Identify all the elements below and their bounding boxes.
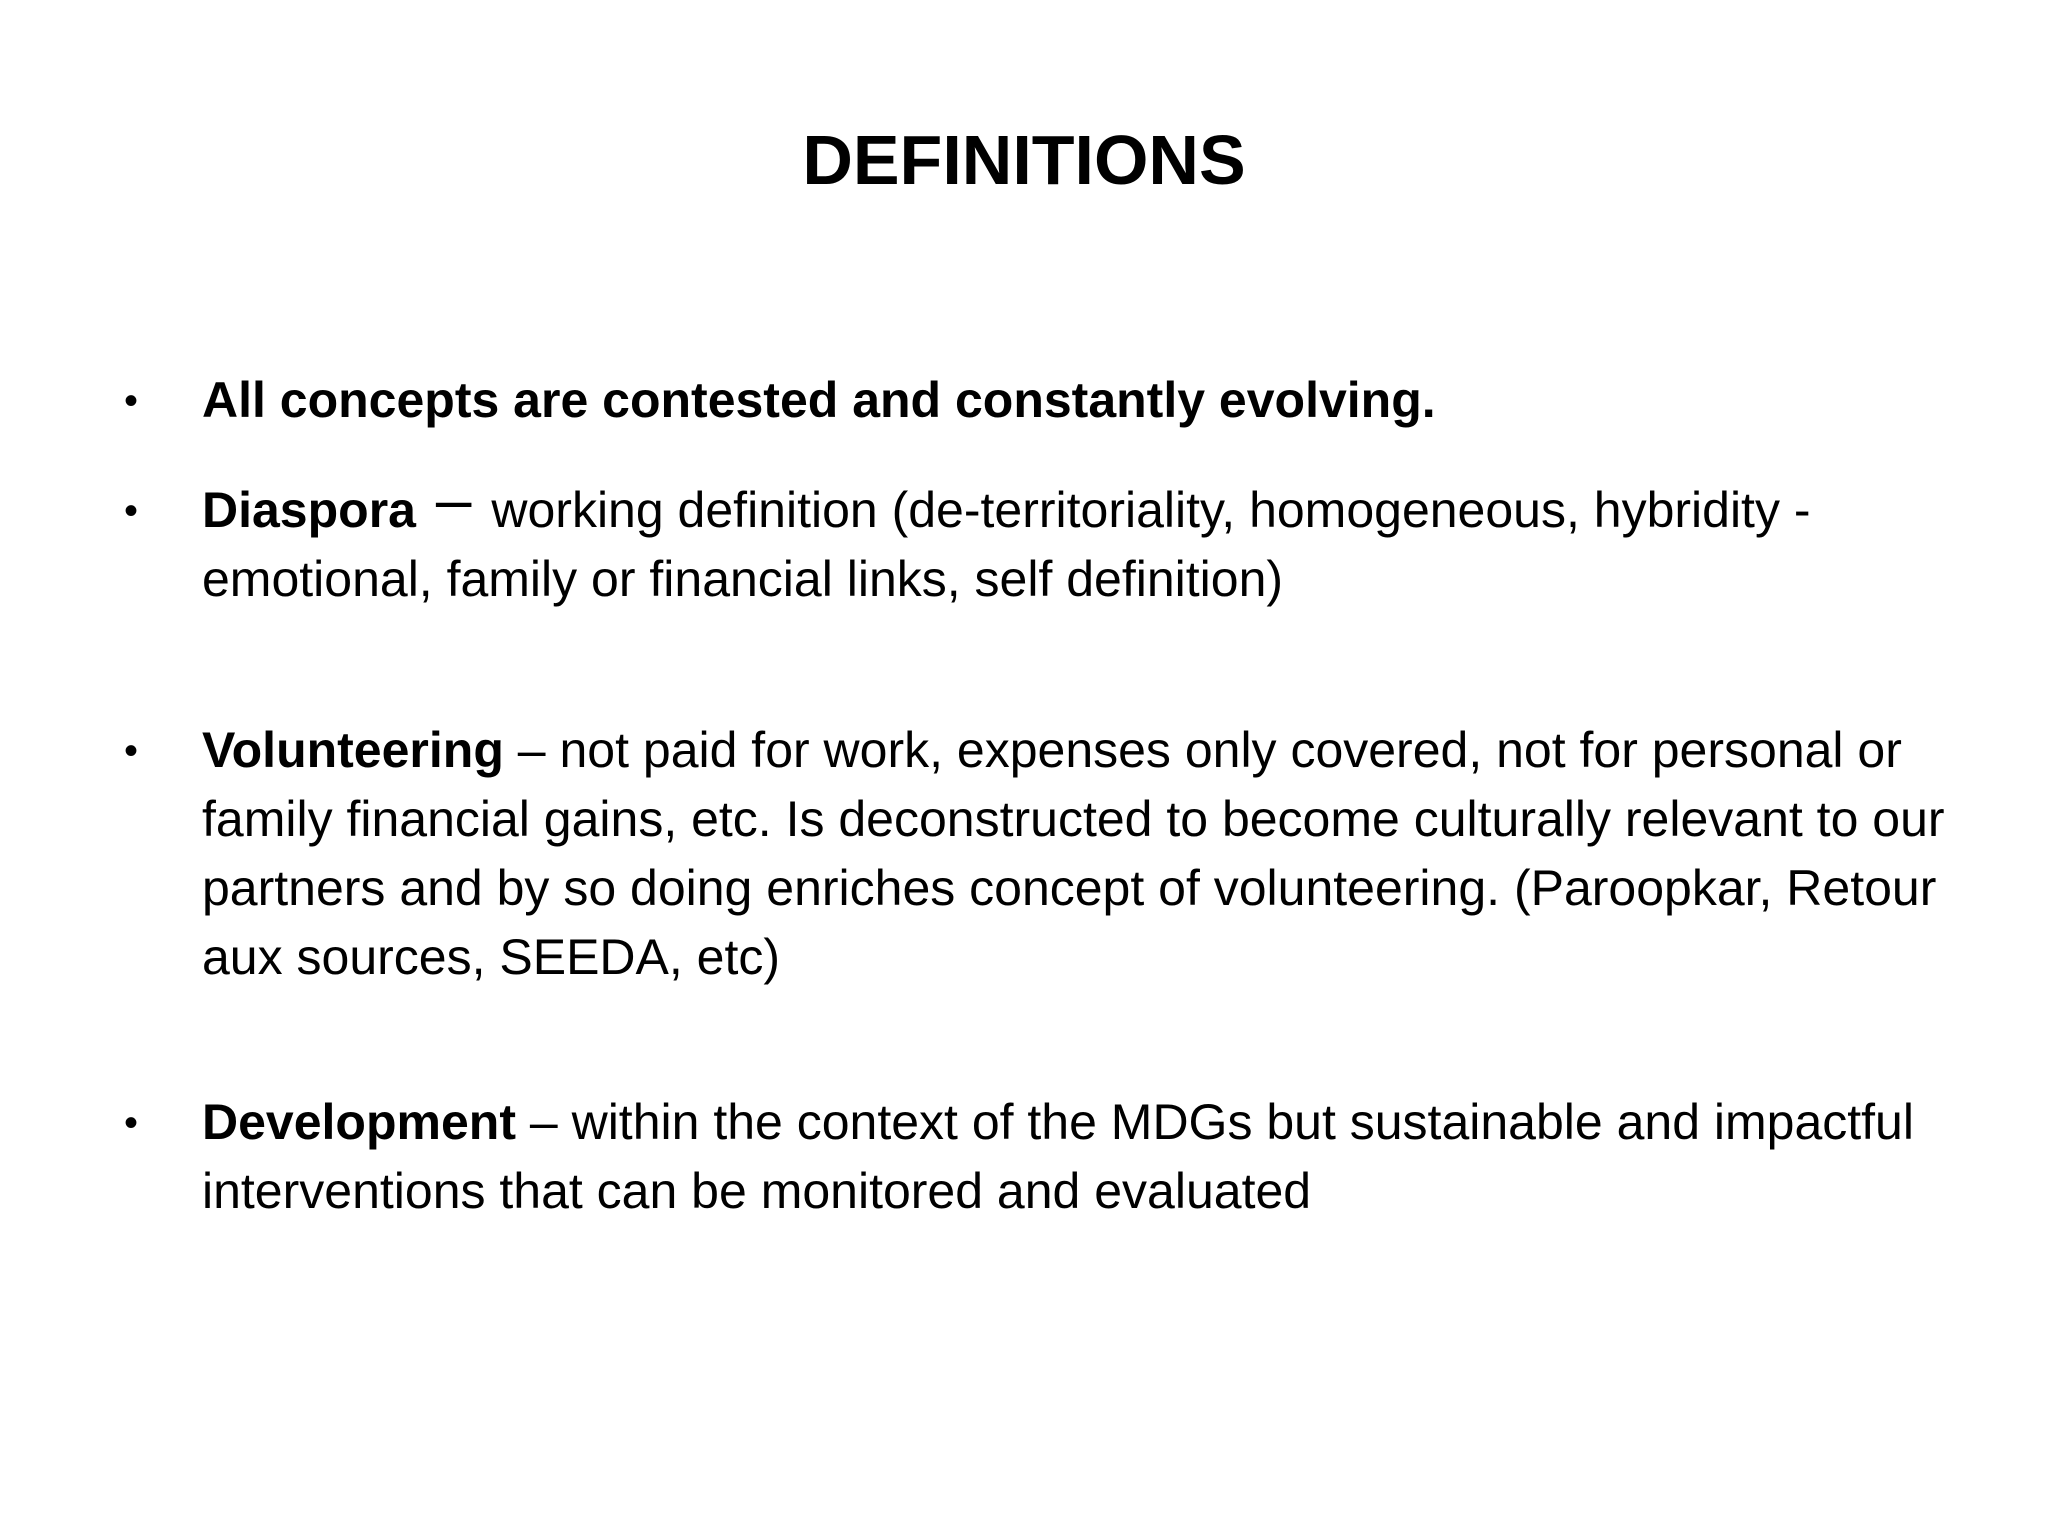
definition-term: Diaspora xyxy=(202,482,416,538)
definition-term: Volunteering xyxy=(202,722,504,778)
bullet-text xyxy=(202,716,1962,992)
definition-dash: – xyxy=(435,463,472,535)
bullet-dot-icon: • xyxy=(124,729,139,773)
definition-text: not paid for work, expenses only covered, not for personal or family financial gains, etc. Is deconstructed to become culturally relevant to our partners and by so doing enriches concept of volunteering. (Paroopkar, Retour aux sources, SEEDA, etc) xyxy=(202,722,1945,985)
definition-dash: – xyxy=(517,722,546,778)
definition-text: within the context of the MDGs but sustainable and impactful interventions that can be monitored and evaluated xyxy=(202,1094,1914,1219)
bullet-dot-icon: • xyxy=(124,379,139,423)
bullet-text xyxy=(202,1088,1962,1226)
bullet-dot-icon: • xyxy=(124,489,139,533)
slide-title: DEFINITIONS xyxy=(802,121,1246,199)
definition-text: working definition (de-territoriality, homogeneous, hybridity - emotional, family or financial links, self definition) xyxy=(202,482,1811,607)
definition-term: Development xyxy=(202,1094,516,1150)
bullet-dot-icon: • xyxy=(124,1101,139,1145)
definition-dash: – xyxy=(529,1094,558,1150)
bullet-text: All concepts are contested and constantly evolving. xyxy=(202,372,1436,428)
bullet-text xyxy=(202,463,1962,614)
